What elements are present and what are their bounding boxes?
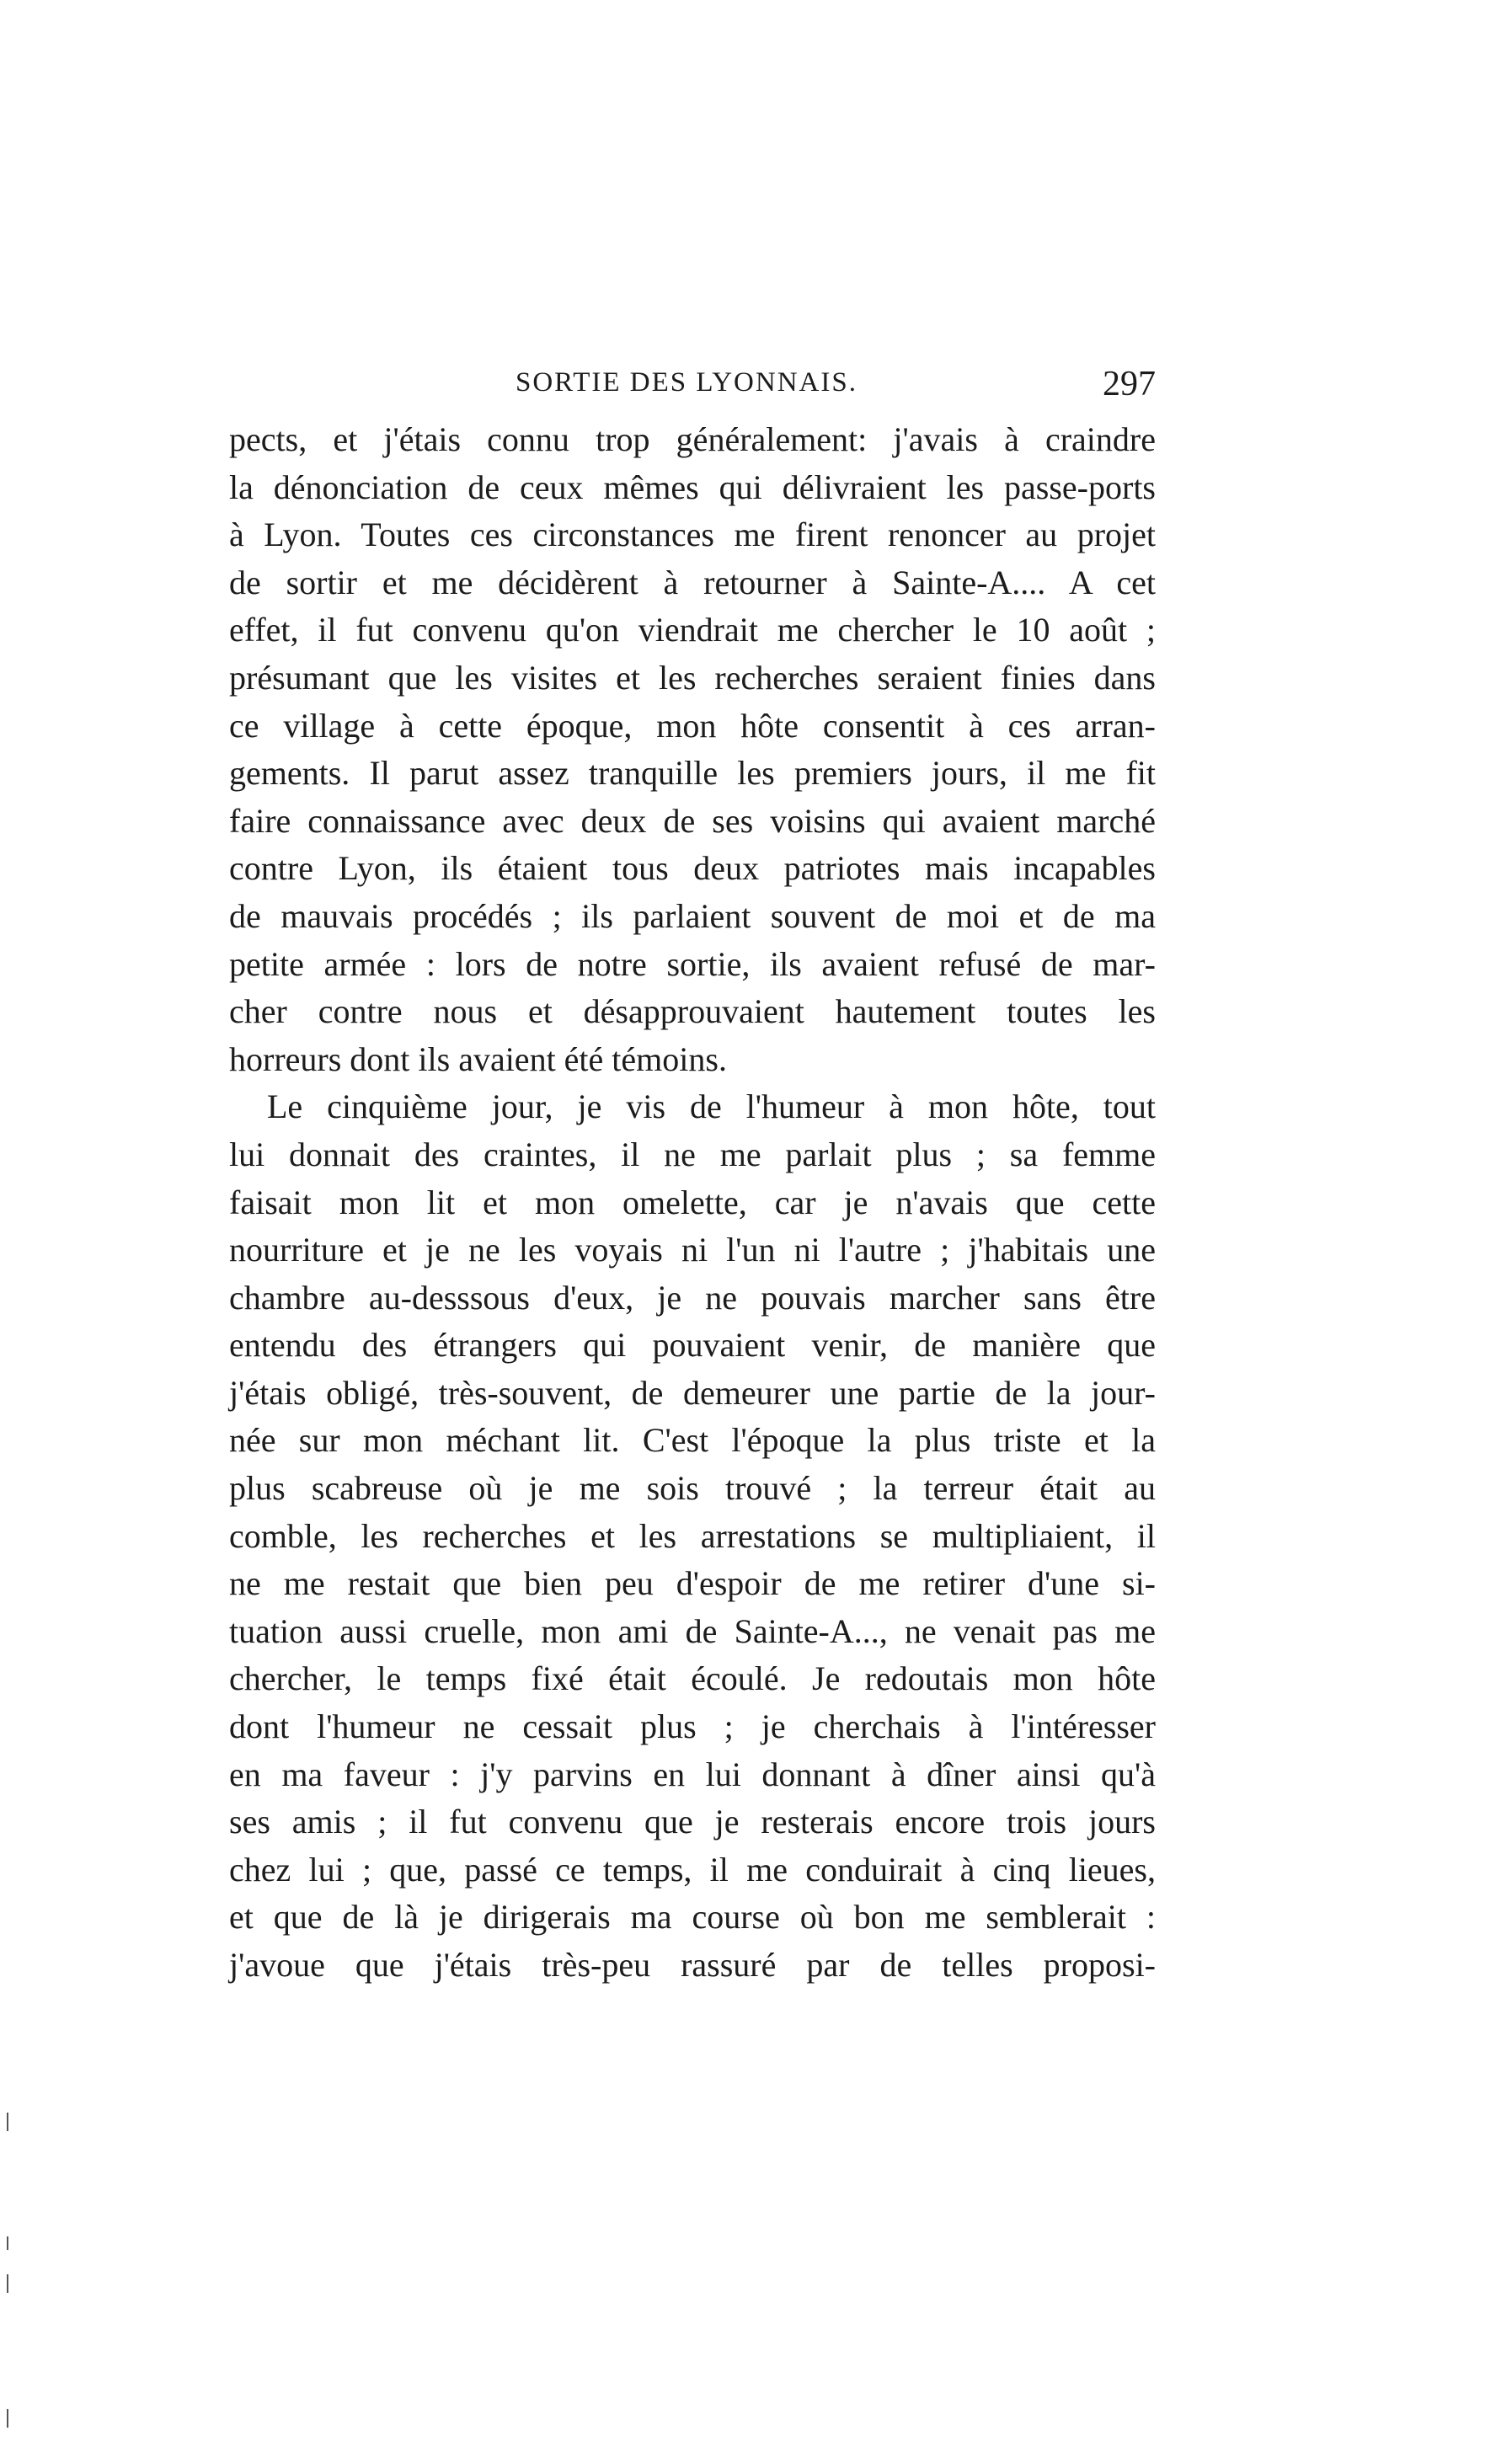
body-text: [229, 416, 1156, 1990]
text-line: ce village à cette époque, mon hôte consentit à ces arran-: [229, 706, 1156, 745]
page-number: 297: [1103, 365, 1156, 403]
text-line: la dénonciation de ceux mêmes qui délivraient les passe-ports: [229, 467, 1156, 506]
text-line: plus scabreuse où je me sois trouvé ; la terreur était au: [229, 1469, 1156, 1508]
text-line: ses amis ; il fut convenu que je resterais encore trois jours: [229, 1803, 1156, 1841]
text-line: tuation aussi cruelle, mon ami de Sainte-A..., ne venait pas me: [229, 1611, 1156, 1650]
text-line: chez lui ; que, passé ce temps, il me conduirait à cinq lieues,: [229, 1850, 1156, 1889]
text-line: petite armée : lors de notre sortie, ils avaient refusé de mar-: [229, 944, 1156, 983]
running-title: SORTIE DES LYONNAIS.: [516, 367, 858, 398]
text-line: nourriture et je ne les voyais ni l'un ni l'autre ; j'habitais une: [229, 1231, 1156, 1269]
text-line: en ma faveur : j'y parvins en lui donnant à dîner ainsi qu'à: [229, 1755, 1156, 1793]
text-line: faire connaissance avec deux de ses voisins qui avaient marché: [229, 801, 1156, 840]
text-line: cher contre nous et désapprouvaient hautement toutes les: [229, 992, 1156, 1031]
text-line: dont l'humeur ne cessait plus ; je cherchais à l'intéresser: [229, 1707, 1156, 1746]
text-line: lui donnait des craintes, il ne me parlait plus ; sa femme: [229, 1135, 1156, 1173]
scan-margin-mark: [7, 2409, 8, 2428]
text-line: j'étais obligé, très-souvent, de demeurer une partie de la jour-: [229, 1373, 1156, 1412]
text-line: pects, et j'étais connu trop généralement: j'avais à craindre: [229, 420, 1156, 458]
scan-margin-mark: [7, 2113, 8, 2131]
text-line: chambre au-desssous d'eux, je ne pouvais marcher sans être: [229, 1278, 1156, 1317]
text-line: entendu des étrangers qui pouvaient venir, de manière que: [229, 1326, 1156, 1365]
scan-margin-mark: [7, 2236, 8, 2250]
text-line: comble, les recherches et les arrestations se multipliaient, il: [229, 1516, 1156, 1555]
text-line: gements. Il parut assez tranquille les premiers jours, il me fit: [229, 754, 1156, 793]
text-line: j'avoue que j'étais très-peu rassuré par de telles proposi-: [229, 1946, 1156, 1984]
text-line: contre Lyon, ils étaient tous deux patriotes mais incapables: [229, 849, 1156, 888]
text-line: de sortir et me décidèrent à retourner à Sainte-A.... A cet: [229, 563, 1156, 601]
text-line: née sur mon méchant lit. C'est l'époque la plus triste et la: [229, 1421, 1156, 1460]
text-line: et que de là je dirigerais ma course où bon me semblerait :: [229, 1898, 1156, 1937]
text-line: faisait mon lit et mon omelette, car je n'avais que cette: [229, 1183, 1156, 1221]
paragraph-start-line: Le cinquième jour, je vis de l'humeur à mon hôte, tout: [267, 1087, 1156, 1126]
text-line: chercher, le temps fixé était écoulé. Je redoutais mon hôte: [229, 1659, 1156, 1698]
text-line: ne me restait que bien peu d'espoir de me retirer d'une si-: [229, 1564, 1156, 1603]
text-line: effet, il fut convenu qu'on viendrait me chercher le 10 août ;: [229, 611, 1156, 649]
text-line: de mauvais procédés ; ils parlaient souvent de moi et de ma: [229, 896, 1156, 935]
text-line: à Lyon. Toutes ces circonstances me firent renoncer au projet: [229, 516, 1156, 554]
text-line: présumant que les visites et les recherches seraient finies dans: [229, 658, 1156, 697]
scan-margin-mark: [7, 2274, 8, 2293]
page-header: [229, 364, 1156, 414]
paragraph-end-line: horreurs dont ils avaient été témoins.: [229, 1039, 727, 1078]
